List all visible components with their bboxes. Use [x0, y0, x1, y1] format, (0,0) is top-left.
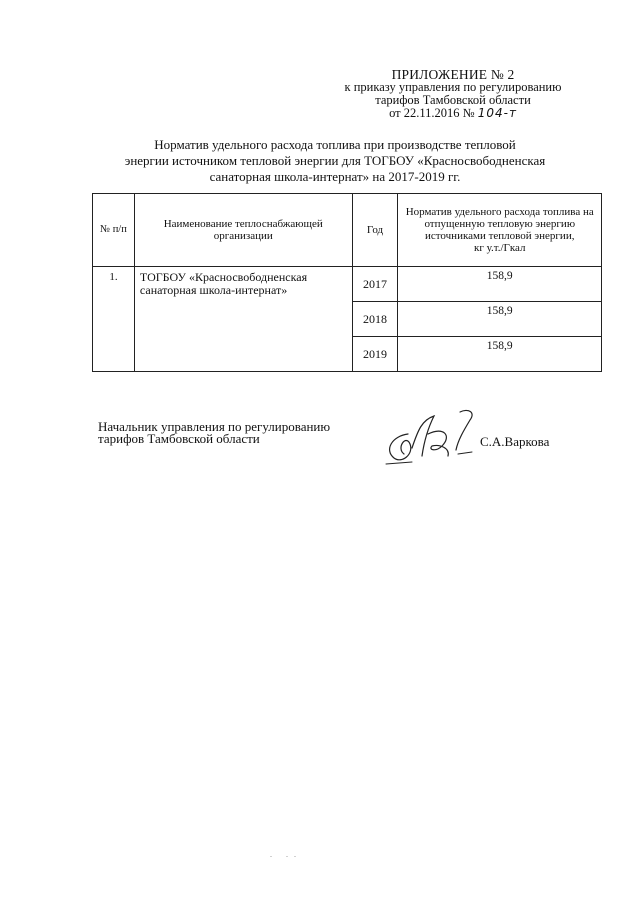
header-year: Год — [352, 194, 398, 267]
row-year: 2018 — [352, 302, 398, 337]
header-number: № п/п — [93, 194, 135, 267]
appendix-title: ПРИЛОЖЕНИЕ № 2 — [391, 67, 515, 82]
row-value: 158,9 — [398, 337, 602, 372]
appendix-header — [318, 68, 588, 120]
title-line-3: санаторная школа-интернат» на 2017-2019 гг. — [209, 169, 461, 184]
appendix-line-1: к приказу управления по регулированию — [344, 80, 562, 94]
table-row — [93, 267, 602, 302]
position-line-2: тарифов Тамбовской области — [98, 431, 260, 446]
row-year: 2019 — [352, 337, 398, 372]
order-number: 104-т — [477, 106, 517, 120]
appendix-date: от 22.11.2016 № — [389, 106, 475, 120]
header-organization: Наименование теплоснабжающей организации — [134, 194, 352, 267]
title-line-1: Норматив удельного расхода топлива при производстве тепловой — [154, 137, 516, 152]
header-norm-unit: кг у.т./Гкал — [473, 242, 526, 254]
position-line-1: Начальник управления по регулированию — [98, 419, 331, 434]
header-norm-text: Норматив удельного расхода топлива на отпущенную тепловую энергию источниками тепловой энергии, — [405, 206, 594, 242]
document-title — [95, 137, 575, 185]
signer-name: С.А.Варкова — [480, 434, 550, 449]
row-value: 158,9 — [398, 267, 602, 302]
row-organization: ТОГБОУ «Красносвободненская санаторная школа-интернат» — [134, 267, 352, 372]
scan-noise: . .. — [270, 850, 302, 859]
row-year: 2017 — [352, 267, 398, 302]
row-number: 1. — [93, 267, 135, 372]
table-header-row — [93, 194, 602, 267]
title-line-2: энергии источником тепловой энергии для ТОГБОУ «Красносвободненская — [124, 153, 546, 168]
row-value: 158,9 — [398, 302, 602, 337]
appendix-line-2: тарифов Тамбовской области — [375, 93, 531, 107]
header-norm — [398, 194, 602, 267]
signatory-position — [98, 421, 368, 445]
appendix-date-line — [389, 107, 517, 120]
norm-table — [92, 193, 602, 372]
